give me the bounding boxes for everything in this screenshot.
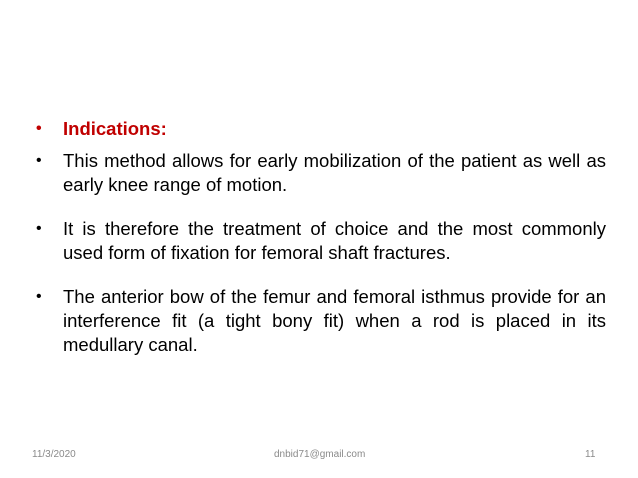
bullet-text: The anterior bow of the femur and femoral isthmus provide for an interference fit (a tight bony fit) when a rod is placed in its medullary canal. <box>63 286 606 355</box>
bullet-icon: • <box>36 152 42 169</box>
bullet-list <box>36 117 606 357</box>
footer-page-number: 11 <box>585 449 596 460</box>
bullet-icon: • <box>36 288 42 305</box>
bullet-heading <box>36 117 606 141</box>
bullet-item <box>36 285 606 357</box>
bullet-item <box>36 217 606 265</box>
bullet-icon: • <box>36 220 42 237</box>
bullet-text: It is therefore the treatment of choice and the most commonly used form of fixation for femoral shaft fractures. <box>63 218 606 263</box>
bullet-item <box>36 149 606 197</box>
footer-email: dnbid71@gmail.com <box>274 449 366 460</box>
bullet-icon: • <box>36 120 42 137</box>
heading-text: Indications: <box>63 118 167 139</box>
footer-date: 11/3/2020 <box>32 449 76 460</box>
bullet-text: This method allows for early mobilization of the patient as well as early knee range of motion. <box>63 150 606 195</box>
